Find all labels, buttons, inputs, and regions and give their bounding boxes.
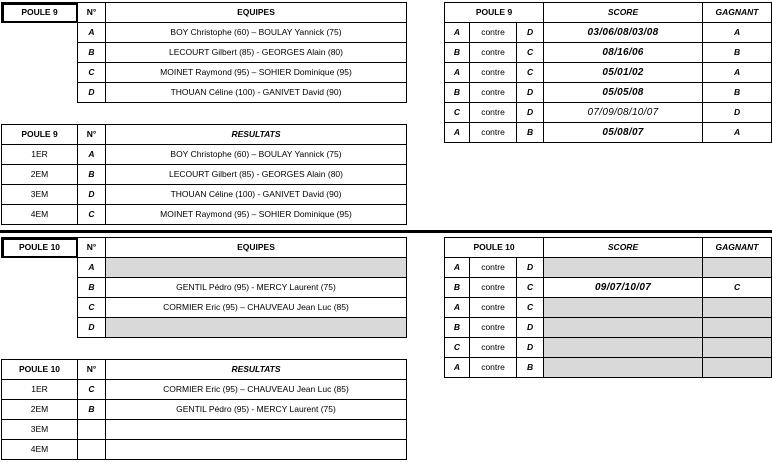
poule9-resultats-table xyxy=(1,124,407,225)
team-b: C xyxy=(517,43,544,63)
winner-header: GAGNANT xyxy=(703,238,772,258)
match-row xyxy=(445,83,772,103)
team-b: B xyxy=(517,358,544,378)
table-header-row xyxy=(2,125,407,145)
team-names: MOINET Raymond (95) – SOHIER Dominique (95) xyxy=(106,63,407,83)
team-letter: D xyxy=(78,83,106,103)
match-winner xyxy=(703,338,772,358)
team-letter: D xyxy=(78,185,106,205)
team-b: C xyxy=(517,278,544,298)
table-header-row xyxy=(2,3,407,23)
match-score: 05/05/08 xyxy=(544,83,703,103)
match-row xyxy=(445,103,772,123)
number-header: N° xyxy=(78,125,106,145)
match-winner xyxy=(703,298,772,318)
versus: contre xyxy=(470,63,517,83)
table-row xyxy=(2,278,407,298)
versus: contre xyxy=(470,338,517,358)
empty-cell xyxy=(2,43,78,63)
poule-label: POULE 9 xyxy=(2,3,78,23)
team-names: MOINET Raymond (95) – SOHIER Dominique (95) xyxy=(106,205,407,225)
poule10-matches-table xyxy=(444,237,772,378)
poule10-resultats-table xyxy=(1,359,407,460)
poule10-equipes-table xyxy=(1,237,407,338)
match-row xyxy=(445,43,772,63)
match-winner: B xyxy=(703,43,772,63)
match-winner: D xyxy=(703,103,772,123)
match-row xyxy=(445,318,772,338)
team-b: D xyxy=(517,83,544,103)
match-score xyxy=(544,338,703,358)
match-row xyxy=(445,123,772,143)
team-letter: A xyxy=(78,258,106,278)
team-a: A xyxy=(445,298,470,318)
table-header-row xyxy=(445,3,772,23)
rank: 1ER xyxy=(2,145,78,165)
match-score xyxy=(544,298,703,318)
team-names xyxy=(106,440,407,460)
rank: 1ER xyxy=(2,380,78,400)
versus: contre xyxy=(470,318,517,338)
team-a: B xyxy=(445,318,470,338)
team-b: D xyxy=(517,258,544,278)
equipes-header: EQUIPES xyxy=(106,3,407,23)
team-names: LECOURT Gilbert (85) - GEORGES Alain (80) xyxy=(106,165,407,185)
team-names xyxy=(106,258,407,278)
number-header: N° xyxy=(78,238,106,258)
match-winner: A xyxy=(703,123,772,143)
team-b: B xyxy=(517,123,544,143)
score-header: SCORE xyxy=(544,238,703,258)
match-score xyxy=(544,358,703,378)
team-letter: C xyxy=(78,63,106,83)
team-a: A xyxy=(445,23,470,43)
number-header: N° xyxy=(78,3,106,23)
table-row xyxy=(2,23,407,43)
team-names: GENTIL Pédro (95) - MERCY Laurent (75) xyxy=(106,278,407,298)
table-row xyxy=(2,145,407,165)
rank: 4EM xyxy=(2,440,78,460)
versus: contre xyxy=(470,258,517,278)
match-score xyxy=(544,258,703,278)
table-row xyxy=(2,380,407,400)
team-letter: B xyxy=(78,165,106,185)
match-winner xyxy=(703,258,772,278)
team-a: A xyxy=(445,358,470,378)
table-row xyxy=(2,185,407,205)
match-score: 05/08/07 xyxy=(544,123,703,143)
match-score: 08/16/06 xyxy=(544,43,703,63)
team-b: C xyxy=(517,298,544,318)
match-row xyxy=(445,23,772,43)
team-names: CORMIER Eric (95) – CHAUVEAU Jean Luc (85) xyxy=(106,380,407,400)
match-score: 03/06/08/03/08 xyxy=(544,23,703,43)
team-letter: A xyxy=(78,23,106,43)
table-row xyxy=(2,83,407,103)
team-a: A xyxy=(445,63,470,83)
empty-cell xyxy=(2,278,78,298)
versus: contre xyxy=(470,83,517,103)
table-row xyxy=(2,258,407,278)
team-names: BOY Christophe (60) – BOULAY Yannick (75) xyxy=(106,23,407,43)
table-row xyxy=(2,440,407,460)
match-row xyxy=(445,63,772,83)
match-winner xyxy=(703,318,772,338)
table-row xyxy=(2,420,407,440)
team-letter: C xyxy=(78,298,106,318)
table-row xyxy=(2,63,407,83)
equipes-header: EQUIPES xyxy=(106,238,407,258)
table-row xyxy=(2,318,407,338)
versus: contre xyxy=(470,23,517,43)
empty-cell xyxy=(2,23,78,43)
match-row xyxy=(445,258,772,278)
team-names: LECOURT Gilbert (85) - GEORGES Alain (80) xyxy=(106,43,407,63)
match-winner xyxy=(703,358,772,378)
section-divider xyxy=(0,230,772,233)
match-row xyxy=(445,298,772,318)
team-b: D xyxy=(517,103,544,123)
team-letter: A xyxy=(78,145,106,165)
empty-cell xyxy=(2,83,78,103)
empty-cell xyxy=(2,318,78,338)
table-header-row xyxy=(2,238,407,258)
team-letter xyxy=(78,420,106,440)
match-winner: A xyxy=(703,63,772,83)
versus: contre xyxy=(470,358,517,378)
table-row xyxy=(2,165,407,185)
team-b: C xyxy=(517,63,544,83)
team-names xyxy=(106,318,407,338)
match-winner: C xyxy=(703,278,772,298)
empty-cell xyxy=(2,258,78,278)
table-header-row xyxy=(445,238,772,258)
team-names: BOY Christophe (60) – BOULAY Yannick (75) xyxy=(106,145,407,165)
team-names: GENTIL Pédro (95) - MERCY Laurent (75) xyxy=(106,400,407,420)
table-row xyxy=(2,205,407,225)
versus: contre xyxy=(470,278,517,298)
poule9-matches-table xyxy=(444,2,772,143)
poule-label: POULE 10 xyxy=(2,360,78,380)
empty-cell xyxy=(2,298,78,318)
match-score xyxy=(544,318,703,338)
team-b: D xyxy=(517,338,544,358)
number-header: N° xyxy=(78,360,106,380)
score-header: SCORE xyxy=(544,3,703,23)
versus: contre xyxy=(470,43,517,63)
team-letter: C xyxy=(78,205,106,225)
team-names: THOUAN Céline (100) - GANIVET David (90) xyxy=(106,185,407,205)
match-row xyxy=(445,358,772,378)
team-a: B xyxy=(445,83,470,103)
match-winner: A xyxy=(703,23,772,43)
resultats-header: RESULTATS xyxy=(106,360,407,380)
poule-label: POULE 9 xyxy=(445,3,544,23)
versus: contre xyxy=(470,298,517,318)
team-letter: B xyxy=(78,400,106,420)
table-row xyxy=(2,400,407,420)
match-row xyxy=(445,338,772,358)
team-a: A xyxy=(445,258,470,278)
poule-label: POULE 10 xyxy=(2,238,78,258)
rank: 3EM xyxy=(2,420,78,440)
versus: contre xyxy=(470,123,517,143)
rank: 3EM xyxy=(2,185,78,205)
empty-cell xyxy=(2,63,78,83)
team-letter: C xyxy=(78,380,106,400)
poule-label: POULE 10 xyxy=(445,238,544,258)
team-a: B xyxy=(445,43,470,63)
versus: contre xyxy=(470,103,517,123)
match-row xyxy=(445,278,772,298)
rank: 2EM xyxy=(2,400,78,420)
team-a: C xyxy=(445,103,470,123)
team-letter: B xyxy=(78,278,106,298)
match-score: 09/07/10/07 xyxy=(544,278,703,298)
table-row xyxy=(2,298,407,318)
table-row xyxy=(2,43,407,63)
rank: 4EM xyxy=(2,205,78,225)
team-b: D xyxy=(517,23,544,43)
team-a: B xyxy=(445,278,470,298)
team-letter xyxy=(78,440,106,460)
team-names: CORMIER Eric (95) – CHAUVEAU Jean Luc (85) xyxy=(106,298,407,318)
match-score: 07/09/08/10/07 xyxy=(544,103,703,123)
team-a: A xyxy=(445,123,470,143)
team-letter: B xyxy=(78,43,106,63)
team-letter: D xyxy=(78,318,106,338)
match-winner: B xyxy=(703,83,772,103)
poule-label: POULE 9 xyxy=(2,125,78,145)
team-names xyxy=(106,420,407,440)
team-b: D xyxy=(517,318,544,338)
team-names: THOUAN Céline (100) - GANIVET David (90) xyxy=(106,83,407,103)
resultats-header: RESULTATS xyxy=(106,125,407,145)
rank: 2EM xyxy=(2,165,78,185)
poule9-equipes-table xyxy=(1,2,407,103)
match-score: 05/01/02 xyxy=(544,63,703,83)
winner-header: GAGNANT xyxy=(703,3,772,23)
table-header-row xyxy=(2,360,407,380)
team-a: C xyxy=(445,338,470,358)
